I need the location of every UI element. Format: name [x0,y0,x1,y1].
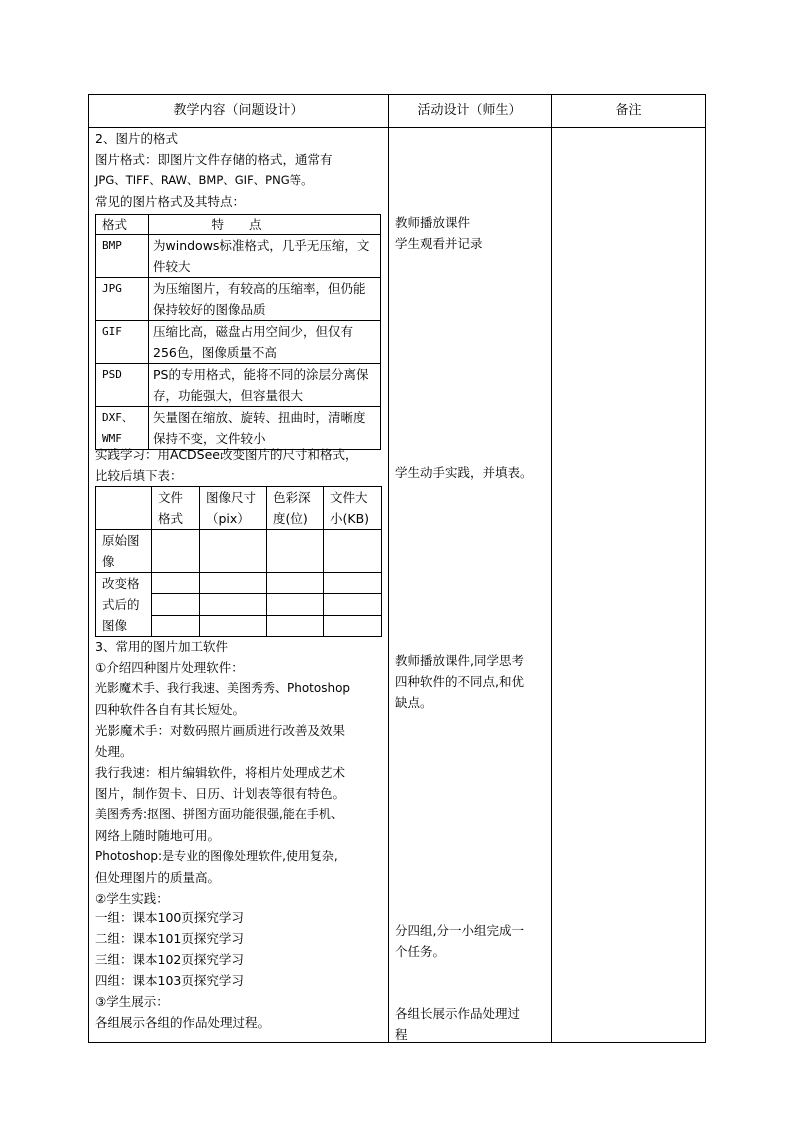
guangying-line1: 光影魔术手：对数码照片画质进行改善及效果 [95,723,346,738]
header-content: 教学内容（问题设计） [173,103,304,118]
format-table [95,214,381,450]
practice-cell [200,594,267,615]
format-name: JPG [96,278,149,321]
format-name: BMP [96,235,149,278]
practice-cell [324,530,382,573]
format-name: PSD [96,364,149,407]
activity-3-line1: 教师播放课件,同学思考 [395,653,524,668]
meitu-line1: 美图秀秀:抠图、拼图方面功能很强,能在手机、 [95,807,343,821]
format-table-header [96,215,381,235]
photoshop-line2: 但处理图片的质量高。 [95,870,221,885]
practice-cell [324,573,382,594]
format-table-header-format: 格式 [96,215,149,235]
practice-cell [152,615,200,636]
practice-cell [324,594,382,615]
practice-row-converted: 改变格式后的图像 [96,573,152,637]
practice-header-filesize: 文件大小(KB) [324,487,382,530]
practice-cell [324,615,382,636]
table-row [96,573,382,594]
student-practice-title: ②学生实践： [95,891,169,906]
activity-1-line2: 学生观看并记录 [395,236,483,251]
practice-cell [267,594,324,615]
group-3: 三组：课本102页探究学习 [95,952,244,967]
table-row [96,530,382,573]
student-show-title: ③学生展示： [95,994,169,1009]
activity-3-line3: 缺点。 [395,695,433,710]
header-divider [89,127,705,128]
table-row [96,278,381,321]
format-description: 为windows标准格式，几乎无压缩，文件较大 [149,235,381,278]
column-divider-1 [388,95,389,1042]
practice-table [95,486,382,637]
intro-title: ①介绍四种图片处理软件： [95,660,244,675]
table-row [96,321,381,364]
group-2: 二组：课本101页探究学习 [95,931,244,946]
practice-cell [152,573,200,594]
section3-title: 3、常用的图片加工软件 [95,639,228,654]
section2-title: 2、图片的格式 [95,131,178,146]
intro-line2: 四种软件各自有其长短处。 [95,702,246,717]
table-row [96,235,381,278]
column-divider-2 [551,95,552,1042]
practice-cell [267,573,324,594]
practice-cell [267,530,324,573]
format-description: 为压缩图片，有较高的压缩率，但仍能保持较好的图像品质 [149,278,381,321]
format-description: 压缩比高，磁盘占用空间少，但仅有256色，图像质量不高 [149,321,381,364]
practice-cell [152,530,200,573]
guangying-line2: 处理。 [95,744,133,759]
practice-cell [200,530,267,573]
intro-line1: 光影魔术手、我行我速、美图秀秀、Photoshop [95,681,351,695]
woxing-line2: 图片，制作贺卡、日历、计划表等很有特色。 [95,786,346,801]
header-activity: 活动设计（师生） [417,103,522,118]
format-table-header-feature: 特 点 [149,215,381,235]
group-4: 四组：课本103页探究学习 [95,973,244,988]
format-description: 矢量图在缩放、旋转、扭曲时，清晰度保持不变，文件较小 [149,407,381,450]
practice-line2: 比较后填下表： [95,468,183,483]
group-1: 一组：课本100页探究学习 [95,910,244,925]
format-definition-line2: JPG、TIFF、RAW、BMP、GIF、PNG等。 [95,173,313,187]
student-show-text: 各组展示各组的作品处理过程。 [95,1015,271,1030]
practice-line1: 实践学习：用ACDSee改变图片的尺寸和格式， [95,447,358,462]
practice-cell [152,594,200,615]
activity-4-line2: 个任务。 [395,944,446,959]
practice-header-depth: 色彩深度(位) [267,487,324,530]
practice-row-original: 原始图像 [96,530,152,573]
activity-3-line2: 四种软件的不同点,和优 [395,674,524,689]
practice-cell [267,615,324,636]
activity-5-line2: 程 [395,1027,408,1042]
format-name: DXF、WMF [96,407,149,450]
activity-4-line1: 分四组,分一小组完成一 [395,923,524,938]
practice-header-size: 图像尺寸（pix） [200,487,267,530]
format-definition-line1: 图片格式：即图片文件存储的格式，通常有 [95,152,333,167]
practice-table-header [96,487,382,530]
header-notes: 备注 [615,103,642,118]
practice-header-format: 文件格式 [152,487,200,530]
woxing-line1: 我行我速：相片编辑软件，将相片处理成艺术 [95,765,346,780]
common-formats-label: 常见的图片格式及其特点： [95,194,246,209]
practice-table-corner [96,487,152,530]
activity-5-line1: 各组长展示作品处理过 [395,1006,521,1021]
photoshop-line1: Photoshop:是专业的图像处理软件,使用复杂, [95,849,338,863]
table-row [96,364,381,407]
practice-cell [200,615,267,636]
format-description: PS的专用格式，能将不同的涂层分离保存，功能强大，但容量很大 [149,364,381,407]
activity-1-line1: 教师播放课件 [395,215,471,230]
practice-cell [200,573,267,594]
lesson-table [88,94,706,1043]
activity-2: 学生动手实践，并填表。 [395,465,533,480]
meitu-line2: 网络上随时随地可用。 [95,828,221,843]
format-name: GIF [96,321,149,364]
